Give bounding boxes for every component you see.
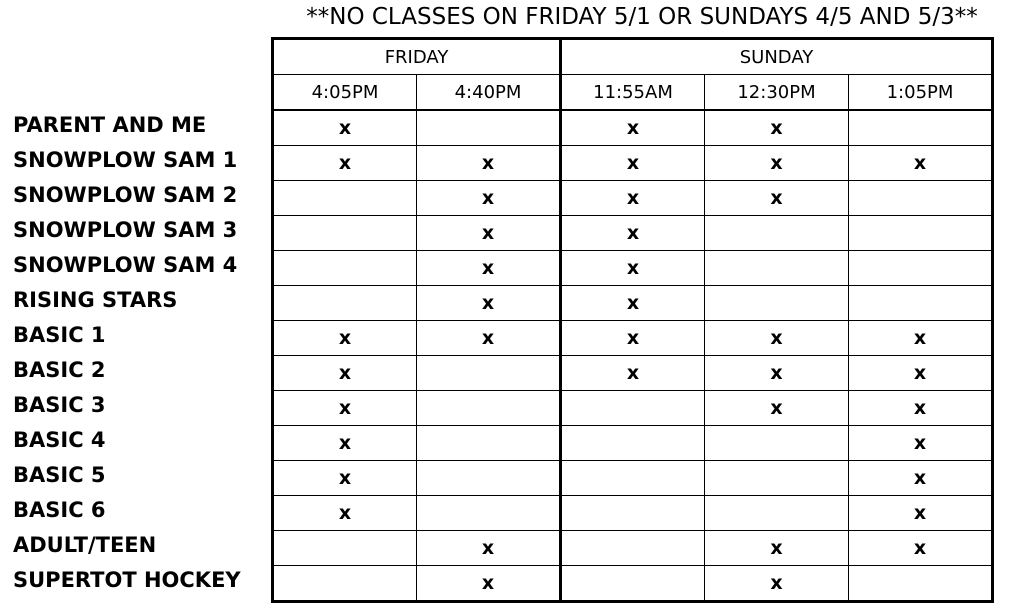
schedule-notice: **NO CLASSES ON FRIDAY 5/1 OR SUNDAYS 4/5 AND 5/3** — [306, 4, 978, 30]
schedule-cell: x — [273, 391, 417, 426]
class-label: SNOWPLOW SAM 4 — [13, 253, 238, 277]
schedule-cell: x — [705, 181, 849, 216]
table-row — [273, 110, 993, 146]
schedule-cell — [705, 461, 849, 496]
schedule-cell — [849, 110, 993, 146]
table-row — [273, 496, 993, 531]
schedule-cell — [705, 216, 849, 251]
schedule-cell: x — [561, 181, 705, 216]
schedule-cell: x — [849, 391, 993, 426]
time-header: 4:05PM — [273, 75, 417, 111]
schedule-cell: x — [705, 110, 849, 146]
schedule-cell: x — [273, 496, 417, 531]
class-label: BASIC 4 — [13, 428, 106, 452]
schedule-cell: x — [561, 216, 705, 251]
schedule-cell — [561, 391, 705, 426]
table-row — [273, 566, 993, 602]
schedule-cell — [849, 251, 993, 286]
time-header: 12:30PM — [705, 75, 849, 111]
class-label: BASIC 2 — [13, 358, 106, 382]
time-header: 4:40PM — [417, 75, 561, 111]
schedule-cell: x — [273, 321, 417, 356]
schedule-cell: x — [849, 321, 993, 356]
schedule-cell: x — [417, 286, 561, 321]
schedule-cell: x — [417, 181, 561, 216]
table-row — [273, 321, 993, 356]
schedule-cell: x — [849, 356, 993, 391]
schedule-cell: x — [417, 216, 561, 251]
table-row — [273, 286, 993, 321]
schedule-cell — [705, 251, 849, 286]
class-name-column — [13, 108, 268, 598]
schedule-cell — [561, 496, 705, 531]
table-row — [273, 356, 993, 391]
schedule-cell: x — [849, 426, 993, 461]
schedule-table — [271, 37, 994, 603]
schedule-cell — [849, 286, 993, 321]
schedule-cell: x — [849, 496, 993, 531]
schedule-cell: x — [849, 146, 993, 181]
schedule-cell — [561, 531, 705, 566]
schedule-cell — [417, 391, 561, 426]
schedule-cell: x — [417, 566, 561, 602]
schedule-cell: x — [273, 356, 417, 391]
table-row — [273, 461, 993, 496]
schedule-cell — [705, 496, 849, 531]
class-label: SUPERTOT HOCKEY — [13, 568, 241, 592]
table-row — [273, 251, 993, 286]
schedule-cell: x — [417, 251, 561, 286]
schedule-cell — [561, 566, 705, 602]
schedule-cell — [273, 181, 417, 216]
schedule-cell — [273, 566, 417, 602]
schedule-cell — [417, 461, 561, 496]
schedule-cell — [417, 110, 561, 146]
schedule-cell: x — [561, 356, 705, 391]
class-label: BASIC 6 — [13, 498, 106, 522]
schedule-cell — [849, 566, 993, 602]
class-label: PARENT AND ME — [13, 113, 207, 137]
schedule-cell — [417, 496, 561, 531]
time-header: 11:55AM — [561, 75, 705, 111]
class-label: ADULT/TEEN — [13, 533, 157, 557]
class-label: SNOWPLOW SAM 3 — [13, 218, 238, 242]
schedule-cell — [273, 531, 417, 566]
schedule-cell: x — [849, 461, 993, 496]
schedule-cell — [705, 426, 849, 461]
schedule-cell: x — [561, 286, 705, 321]
schedule-cell — [705, 286, 849, 321]
schedule-cell: x — [705, 391, 849, 426]
table-row — [273, 181, 993, 216]
table-row — [273, 391, 993, 426]
schedule-cell: x — [273, 461, 417, 496]
class-label: SNOWPLOW SAM 2 — [13, 183, 238, 207]
schedule-cell — [849, 216, 993, 251]
class-label: SNOWPLOW SAM 1 — [13, 148, 238, 172]
day-header-sunday: SUNDAY — [561, 39, 993, 75]
schedule-cell: x — [705, 146, 849, 181]
schedule-cell: x — [417, 146, 561, 181]
schedule-cell — [273, 251, 417, 286]
schedule-cell: x — [273, 110, 417, 146]
schedule-cell: x — [417, 531, 561, 566]
schedule-cell: x — [561, 251, 705, 286]
table-row — [273, 216, 993, 251]
table-row — [273, 426, 993, 461]
schedule-cell: x — [705, 321, 849, 356]
class-label: BASIC 1 — [13, 323, 106, 347]
schedule-cell: x — [561, 321, 705, 356]
schedule-cell — [561, 461, 705, 496]
schedule-cell — [561, 426, 705, 461]
table-row — [273, 146, 993, 181]
schedule-cell: x — [705, 356, 849, 391]
schedule-cell: x — [273, 146, 417, 181]
schedule-cell — [849, 181, 993, 216]
schedule-cell — [417, 356, 561, 391]
class-label: BASIC 3 — [13, 393, 106, 417]
schedule-cell: x — [561, 146, 705, 181]
schedule-cell — [273, 286, 417, 321]
table-row — [273, 531, 993, 566]
class-label: BASIC 5 — [13, 463, 106, 487]
schedule-cell: x — [561, 110, 705, 146]
schedule-cell: x — [273, 426, 417, 461]
time-header: 1:05PM — [849, 75, 993, 111]
day-header-friday: FRIDAY — [273, 39, 561, 75]
schedule-cell: x — [705, 531, 849, 566]
schedule-cell: x — [849, 531, 993, 566]
schedule-cell: x — [705, 566, 849, 602]
schedule-cell — [417, 426, 561, 461]
class-label: RISING STARS — [13, 288, 178, 312]
schedule-cell — [273, 216, 417, 251]
schedule-cell: x — [417, 321, 561, 356]
